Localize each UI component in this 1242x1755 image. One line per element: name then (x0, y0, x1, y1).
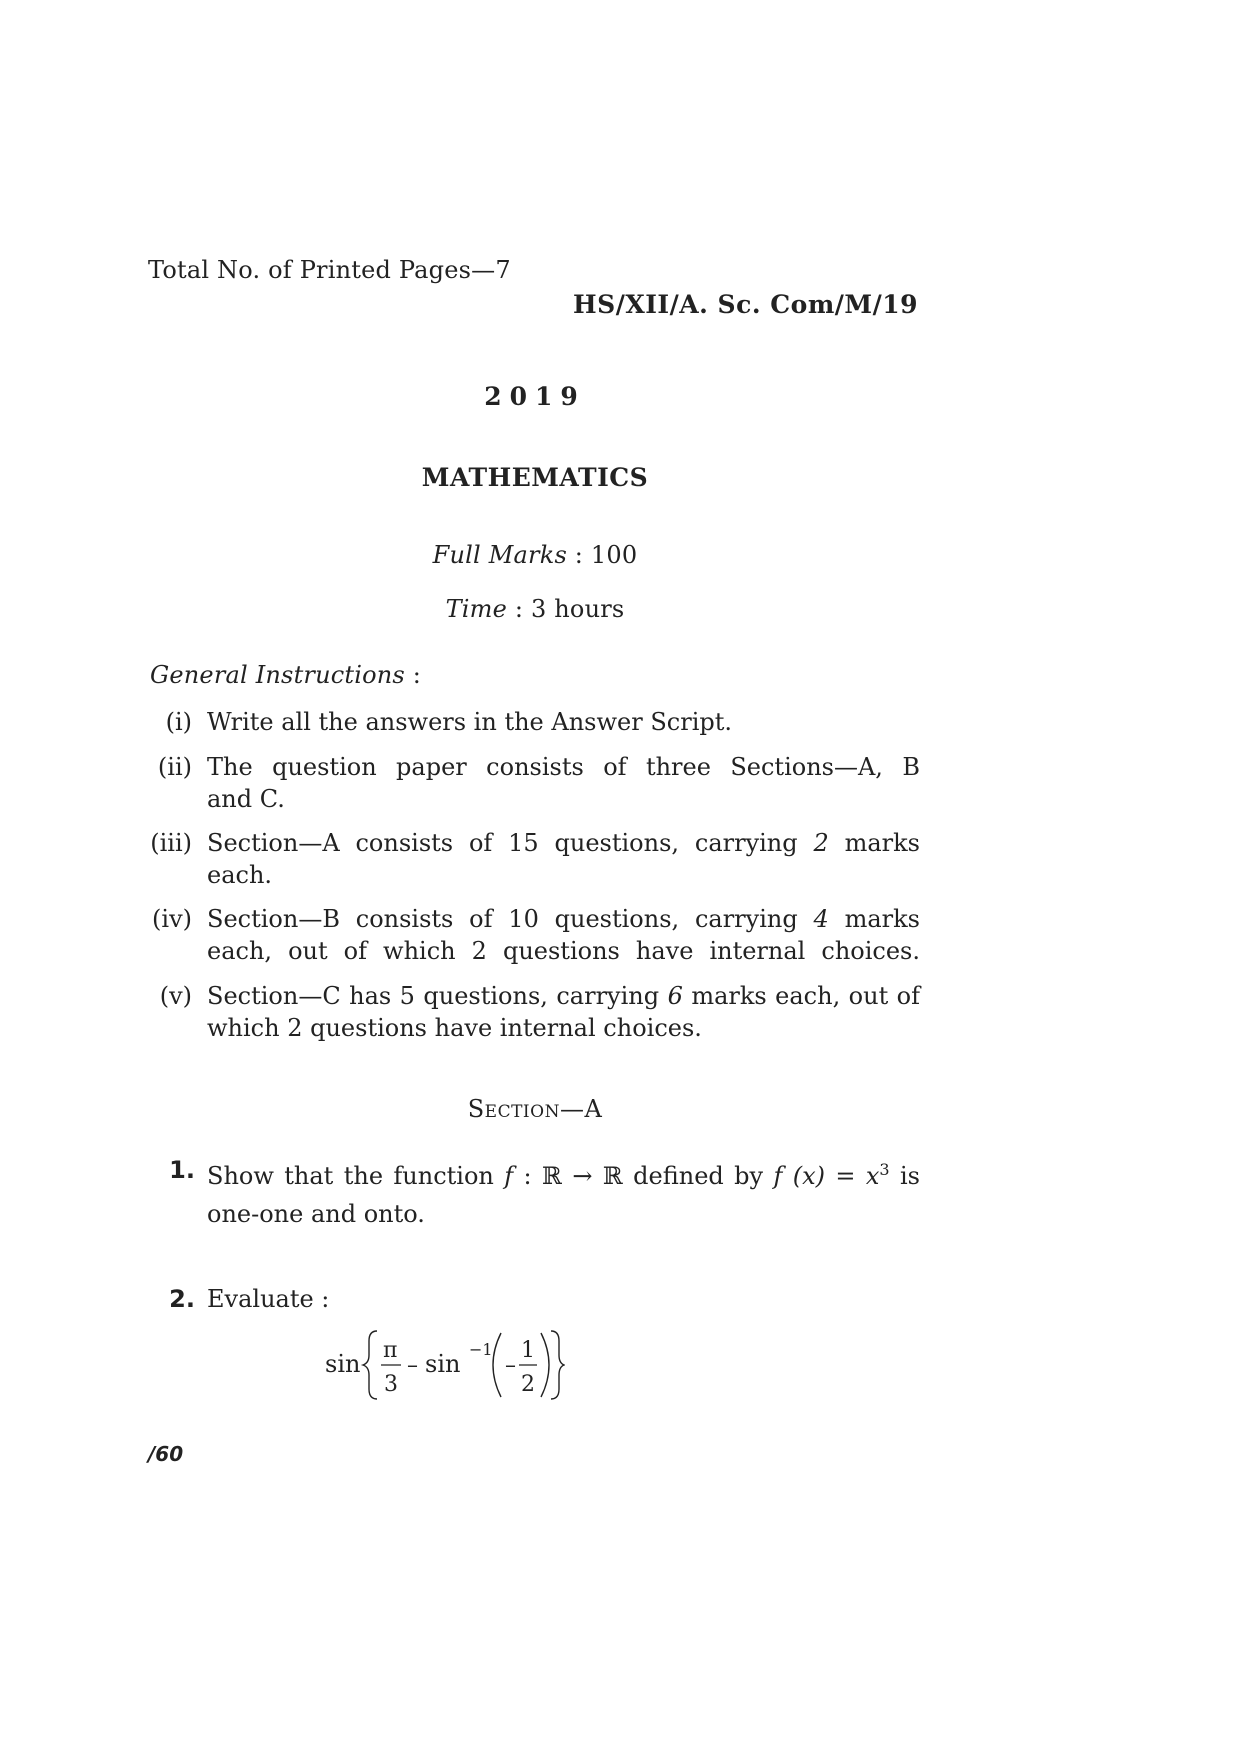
question-text: Show that the function f : ℝ → ℝ defined by f $(x) = x^3$ is (207, 1160, 920, 1190)
instruction-item (150, 980, 920, 1044)
instruction-text: Section—A consists of 15 questions, carrying 2 marks (207, 829, 920, 857)
instruction-item (150, 706, 920, 738)
instruction-number: (iii) (150, 829, 192, 857)
formula-2: 2 (521, 1372, 535, 1397)
instruction-number: (ii) (157, 753, 192, 781)
instruction-item (150, 751, 920, 815)
instruction-text: The question paper consists of three Sections—A, B (207, 753, 920, 781)
question-number: 1. (169, 1156, 195, 1184)
instruction-number: (i) (165, 708, 192, 736)
exam-time (0, 595, 1070, 623)
instruction-item (150, 827, 920, 891)
full-marks (0, 541, 1070, 569)
general-instructions-heading (150, 661, 421, 689)
total-pages-text: Total No. of Printed Pages—7 (148, 256, 511, 284)
full-marks-label: Full Marks (432, 541, 567, 569)
section-a-title: Section—A (467, 1095, 603, 1123)
time-label: Time (445, 595, 508, 623)
right-paren (541, 1333, 549, 1397)
question-number: 2. (169, 1285, 195, 1313)
left-brace (363, 1331, 377, 1399)
paper-code: HS/XII/A. Sc. Com/M/19 (573, 290, 918, 319)
question-text: Evaluate : (207, 1285, 330, 1313)
instruction-text-line2: which 2 questions have internal choices. (207, 1014, 702, 1042)
instruction-text-line2: each. (207, 861, 273, 889)
instruction-text: Write all the answers in the Answer Script. (207, 708, 732, 736)
instruction-number: (iv) (152, 905, 192, 933)
general-instructions-colon: : (404, 661, 422, 689)
instruction-number: (v) (159, 982, 192, 1010)
exam-year: 2019 (484, 382, 586, 411)
formula-negative: – (505, 1353, 516, 1378)
formula-minus: – (407, 1353, 418, 1378)
evaluate-formula (325, 1325, 565, 1405)
formula-sin-inverse: sin (425, 1350, 461, 1378)
question-1 (150, 1151, 920, 1233)
instruction-text-line2: and C. (207, 785, 285, 813)
formula-3: 3 (384, 1372, 398, 1397)
formula-pi: π (383, 1338, 398, 1363)
left-paren (493, 1333, 501, 1397)
exam-subject: MATHEMATICS (421, 463, 649, 492)
formula-inverse-exponent: −1 (469, 1340, 493, 1359)
full-marks-value: : 100 (566, 541, 638, 569)
formula-1: 1 (521, 1338, 535, 1363)
time-value: : 3 hours (507, 595, 625, 623)
instruction-item (150, 903, 920, 967)
instruction-text-line2: each, out of which 2 questions have internal choices. (207, 937, 920, 965)
footer-code: /60 (148, 1442, 184, 1466)
instruction-text: Section—B consists of 10 questions, carrying 4 marks (207, 905, 920, 933)
instruction-text: Section—C has 5 questions, carrying 6 marks each, out of (207, 982, 921, 1010)
general-instructions-label: General Instructions (150, 661, 405, 689)
question-2 (150, 1280, 920, 1318)
question-text-line2: one-one and onto. (207, 1200, 425, 1228)
right-brace (551, 1331, 564, 1399)
formula-sin: sin (325, 1350, 361, 1378)
